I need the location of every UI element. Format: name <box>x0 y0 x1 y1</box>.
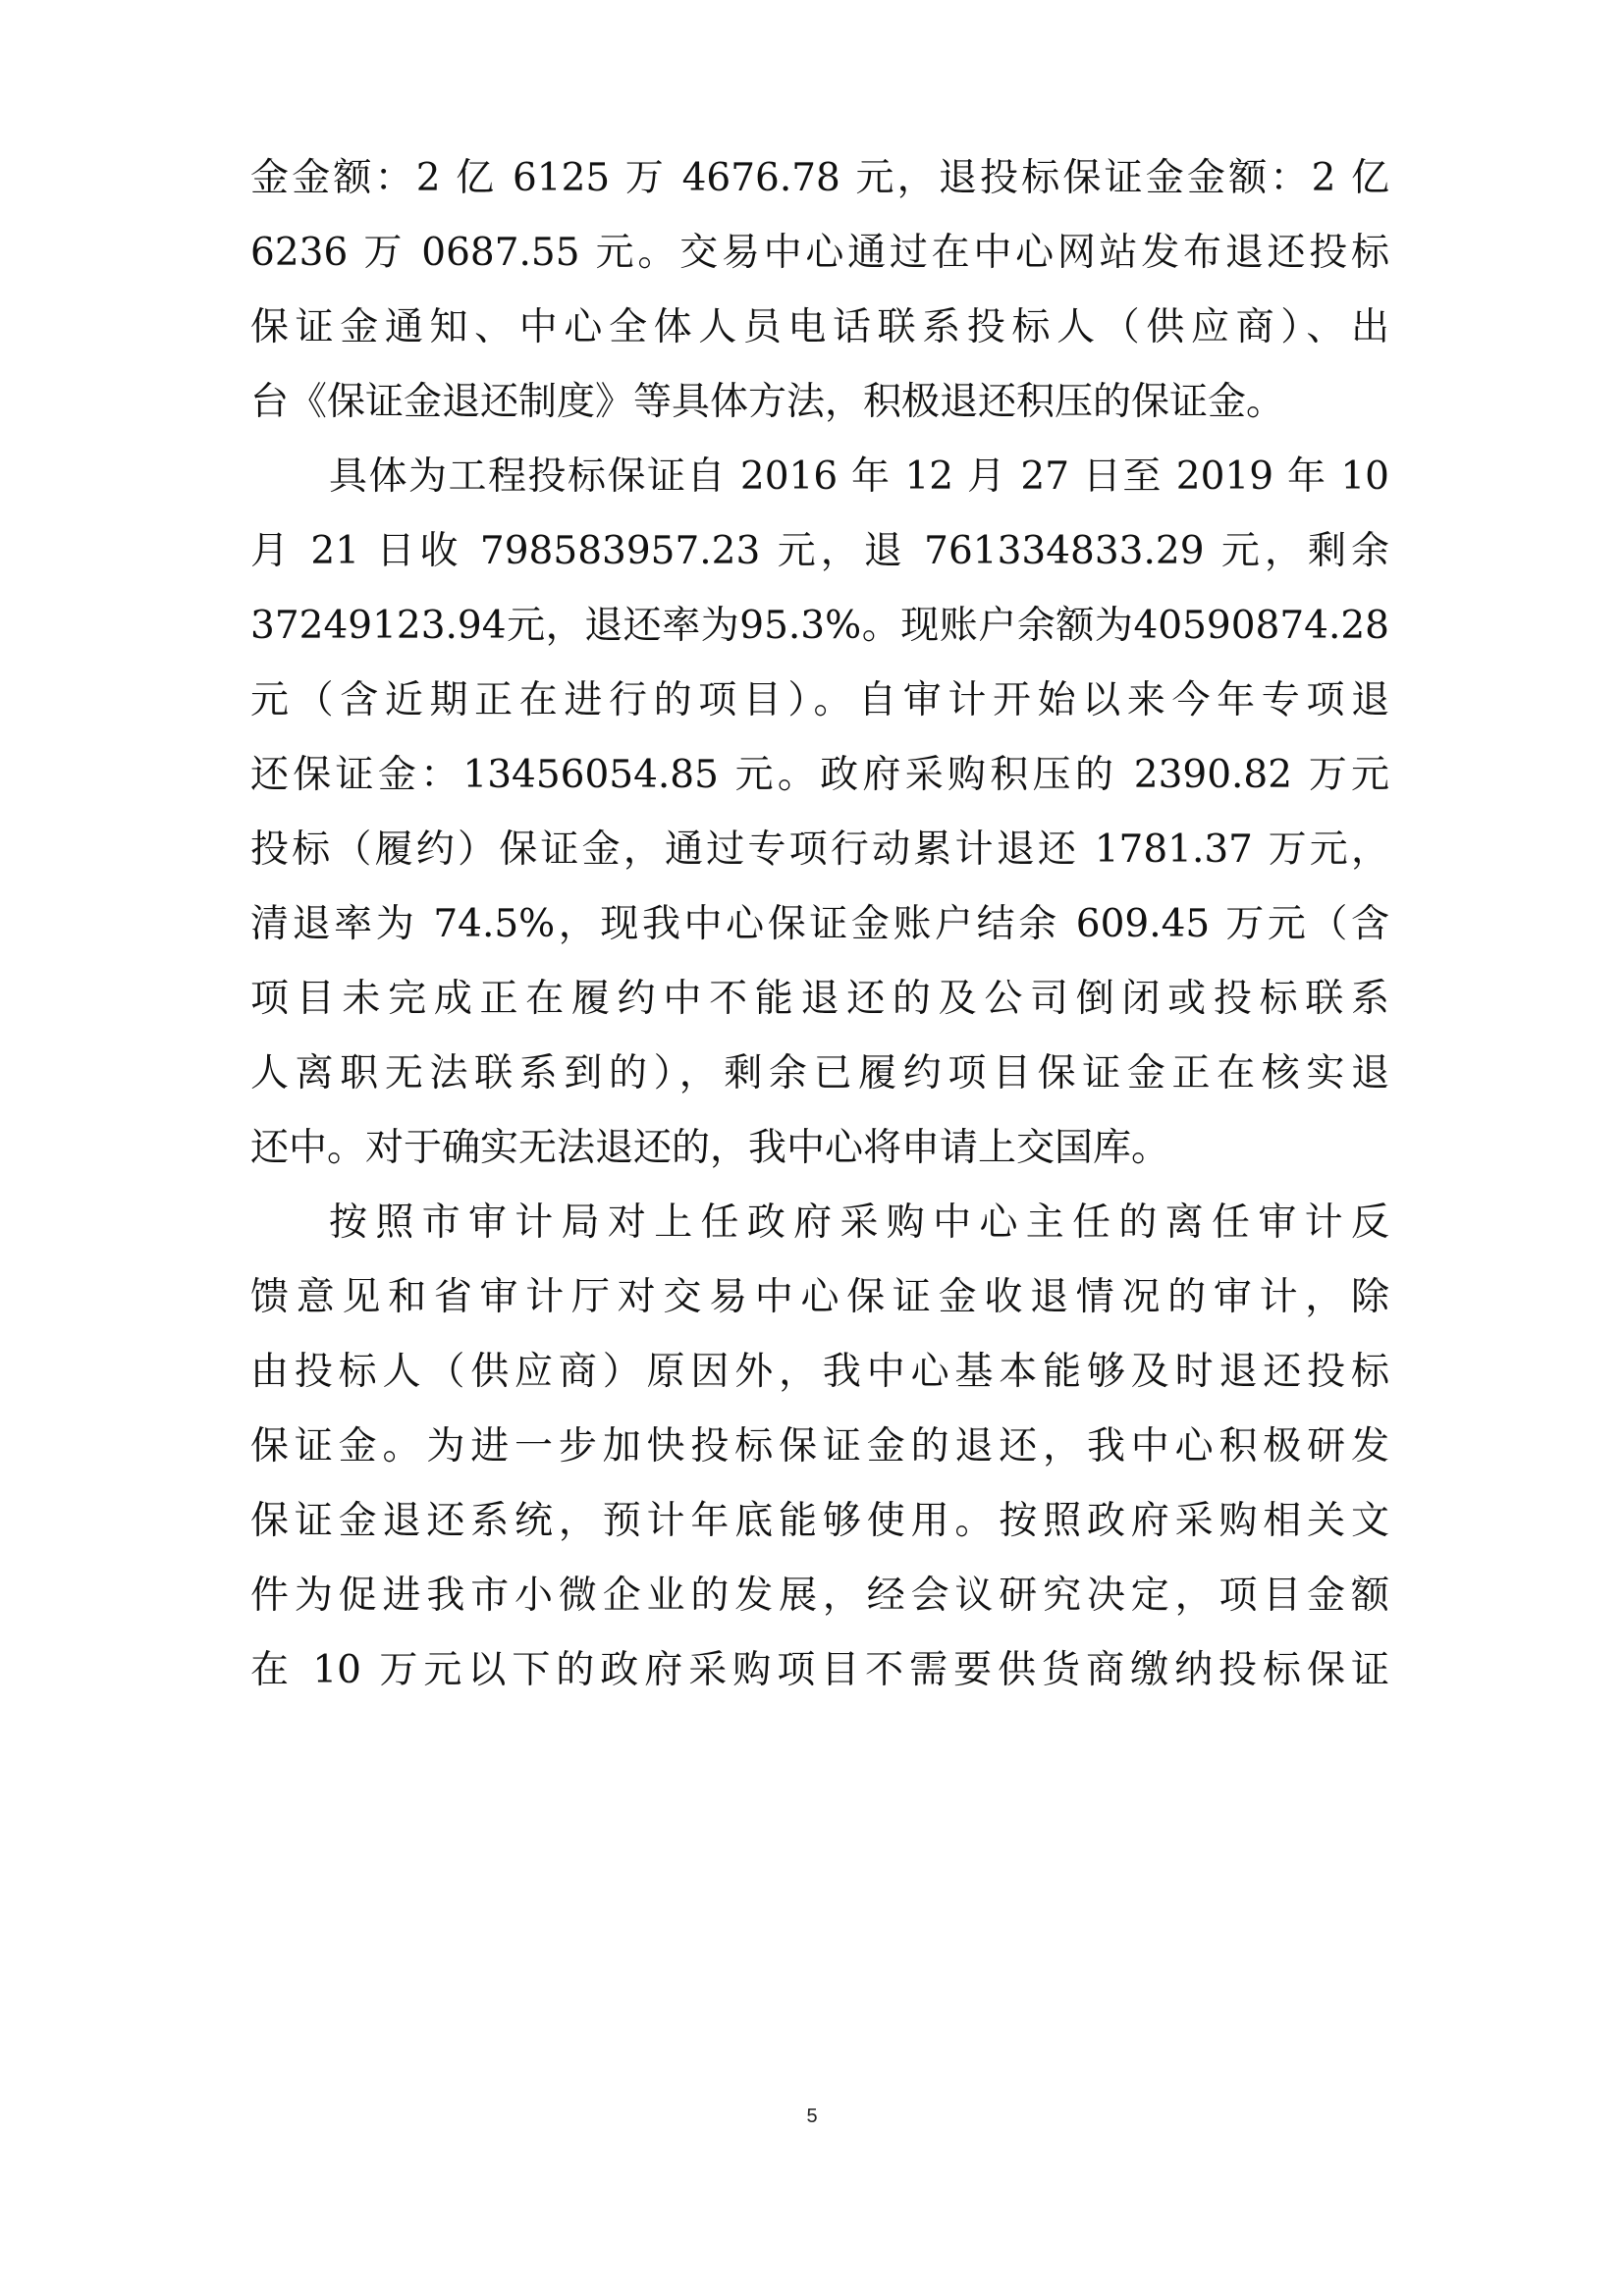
text-line: 件为促进我市小微企业的发展，经会议研究决定，项目金额 <box>250 1574 1389 1618</box>
text-line: 由投标人（供应商）原因外，我中心基本能够及时退还投标 <box>250 1350 1389 1394</box>
text-line: 元（含近期正在进行的项目）。自审计开始以来今年专项退 <box>250 678 1389 722</box>
text-line: 具体为工程投标保证自 2016 年 12 月 27 日至 2019 年 10 <box>329 454 1389 499</box>
text-line: 馈意见和省审计厅对交易中心保证金收退情况的审计，除 <box>250 1275 1389 1319</box>
text-line: 人离职无法联系到的），剩余已履约项目保证金正在核实退 <box>250 1051 1389 1095</box>
text-line: 保证金。为进一步加快投标保证金的退还，我中心积极研发 <box>250 1424 1389 1468</box>
page-number: 5 <box>806 2106 818 2127</box>
text-line: 月 21 日收 798583957.23 元，退 761334833.29 元，剩余 <box>250 529 1389 573</box>
text-line: 金金额：2 亿 6125 万 4676.78 元，退投标保证金金额：2 亿 <box>250 156 1389 200</box>
text-line: 台《保证金退还制度》等具体方法，积极退还积压的保证金。 <box>250 380 1285 424</box>
text-line: 37249123.94元，退还率为95.3%。现账户余额为40590874.28 <box>250 604 1389 648</box>
text-line: 保证金通知、中心全体人员电话联系投标人（供应商）、出 <box>250 305 1389 349</box>
text-line: 项目未完成正在履约中不能退还的及公司倒闭或投标联系 <box>250 977 1389 1021</box>
text-line: 6236 万 0687.55 元。交易中心通过在中心网站发布退还投标 <box>250 231 1389 275</box>
text-line: 还保证金：13456054.85 元。政府采购积压的 2390.82 万元 <box>250 753 1389 797</box>
text-line: 按照市审计局对上任政府采购中心主任的离任审计反 <box>329 1201 1389 1245</box>
text-line: 保证金退还系统，预计年底能够使用。按照政府采购相关文 <box>250 1499 1389 1543</box>
text-line: 还中。对于确实无法退还的，我中心将申请上交国库。 <box>250 1126 1170 1170</box>
text-line: 投标（履约）保证金，通过专项行动累计退还 1781.37 万元， <box>250 828 1389 872</box>
text-line: 清退率为 74.5%，现我中心保证金账户结余 609.45 万元（含 <box>250 902 1389 946</box>
text-line: 在 10 万元以下的政府采购项目不需要供货商缴纳投标保证 <box>250 1648 1389 1692</box>
